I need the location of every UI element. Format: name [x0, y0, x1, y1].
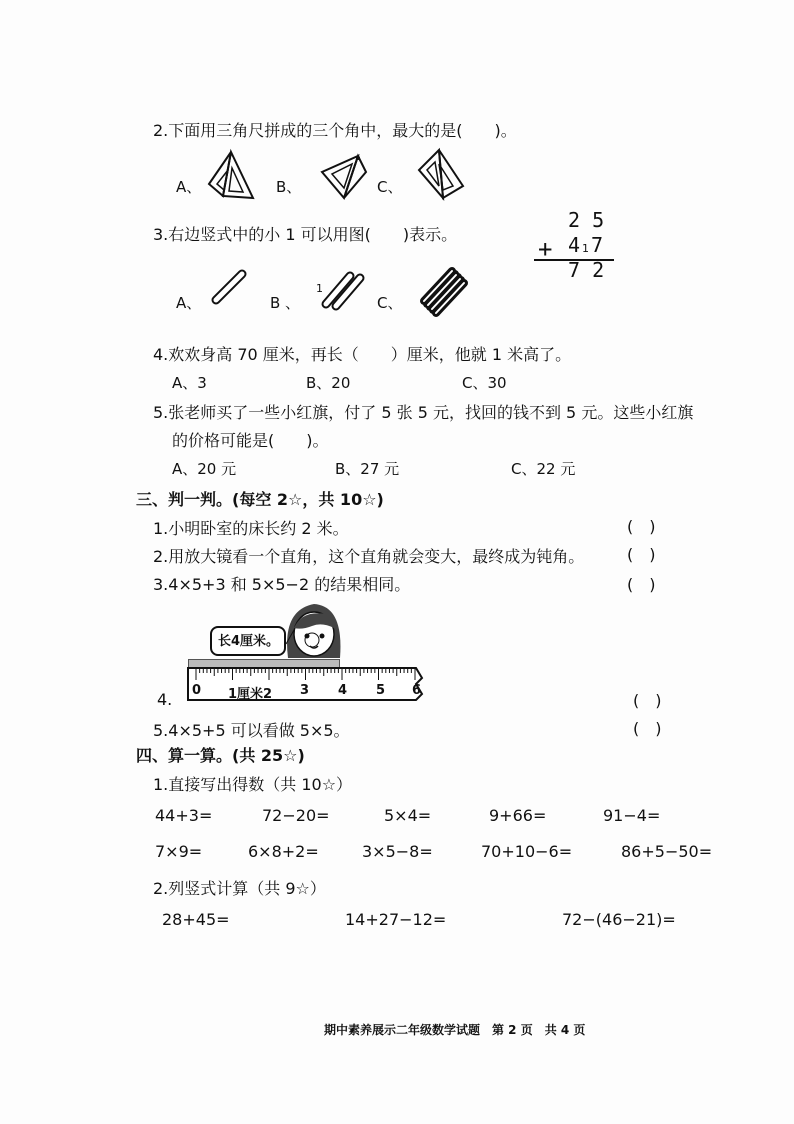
ruler-label-6: 6 — [412, 683, 422, 698]
judge-item-1: 1.小明卧室的床长约 2 米。 — [153, 519, 349, 538]
two-sticks-icon — [320, 270, 364, 310]
section4-title: 四、算一算。(共 25☆) — [136, 746, 305, 765]
vertical-plus: + — [538, 235, 553, 263]
calc-r2-1: 7×9= — [155, 842, 203, 861]
calc-r3-2: 14+27−12= — [345, 910, 447, 929]
single-stick-icon — [210, 268, 248, 306]
section4-sub2: 2.列竖式计算（共 9☆） — [153, 879, 326, 898]
calc-r2-5: 86+5−50= — [621, 842, 713, 861]
q5-line1: 5.张老师买了一些小红旗，付了 5 张 5 元，找回的钱不到 5 元。这些小红旗 — [153, 403, 694, 422]
vertical-line1: 2 5 — [568, 208, 605, 232]
ruler-label-1: 1厘米2 — [228, 687, 273, 702]
q3-b-small-one: 1 — [316, 282, 323, 295]
q5-option-c: C、22 元 — [511, 460, 576, 478]
q3-option-b: B 、 — [270, 294, 301, 312]
q3-option-c: C、 — [377, 294, 403, 312]
ruler-label-5: 5 — [376, 683, 386, 698]
judge-paren-3: ( ) — [627, 575, 656, 594]
q2-option-a: A、 — [176, 178, 202, 196]
calc-r1-4: 9+66= — [489, 806, 547, 825]
calc-r2-4: 70+10−6= — [481, 842, 573, 861]
judge-item-4: 4. — [157, 690, 173, 709]
vertical-result: 7 2 — [568, 258, 605, 282]
triangle-ruler-angle-c-icon — [415, 148, 467, 202]
judge-item-2: 2.用放大镜看一个直角，这个直角就会变大，最终成为钝角。 — [153, 547, 585, 566]
calc-r1-1: 44+3= — [155, 806, 213, 825]
q4-option-a: A、3 — [172, 374, 207, 392]
ruler-label-4: 4 — [338, 683, 348, 698]
ruler-label-0: 0 — [192, 683, 202, 698]
q4-option-c: C、30 — [462, 374, 507, 392]
speech-bubble-text: 长4厘米。 — [218, 634, 280, 649]
q4-text: 4.欢欢身高 70 厘米，再长（ ）厘米，他就 1 米高了。 — [153, 345, 572, 364]
calc-r3-1: 28+45= — [162, 910, 230, 929]
ruler-label-3: 3 — [300, 683, 310, 698]
girl-avatar — [282, 600, 346, 664]
judge-paren-4: ( ) — [633, 691, 662, 710]
judge-paren-2: ( ) — [627, 545, 656, 564]
section3-title: 三、判一判。(每空 2☆，共 10☆) — [136, 490, 384, 509]
triangle-ruler-angle-a-icon — [205, 150, 255, 202]
triangle-ruler-angle-b-icon — [318, 152, 370, 200]
judge-paren-5: ( ) — [633, 719, 662, 738]
q2-option-c: C、 — [377, 178, 403, 196]
vertical-line2-tens: 4 — [568, 233, 581, 257]
q3-text: 3.右边竖式中的小 1 可以用图( )表示。 — [153, 225, 458, 244]
q4-option-b: B、20 — [306, 374, 351, 392]
section4-sub1: 1.直接写出得数（共 10☆） — [153, 775, 353, 794]
judge-paren-1: ( ) — [627, 517, 656, 536]
vertical-line2-ones: 7 — [591, 233, 604, 257]
q2-option-b: B、 — [276, 178, 302, 196]
q5-option-b: B、27 元 — [335, 460, 400, 478]
calc-r3-3: 72−(46−21)= — [562, 910, 676, 929]
calc-r2-3: 3×5−8= — [362, 842, 433, 861]
judge-item-5: 5.4×5+5 可以看做 5×5。 — [153, 721, 350, 740]
calc-r1-2: 72−20= — [262, 806, 330, 825]
page-footer: 期中素养展示二年级数学试题 第 2 页 共 4 页 — [324, 1023, 586, 1037]
q5-line2: 的价格可能是( )。 — [172, 431, 329, 450]
calc-r1-5: 91−4= — [603, 806, 661, 825]
q3-option-a: A、 — [176, 294, 202, 312]
q2-text: 2.下面用三角尺拼成的三个角中，最大的是( )。 — [153, 121, 517, 140]
vertical-carry: 1 — [582, 242, 589, 255]
bundle-of-sticks-icon — [418, 265, 472, 317]
judge-item-3: 3.4×5+3 和 5×5−2 的结果相同。 — [153, 575, 411, 594]
q5-option-a: A、20 元 — [172, 460, 237, 478]
calc-r1-3: 5×4= — [384, 806, 432, 825]
calc-r2-2: 6×8+2= — [248, 842, 319, 861]
